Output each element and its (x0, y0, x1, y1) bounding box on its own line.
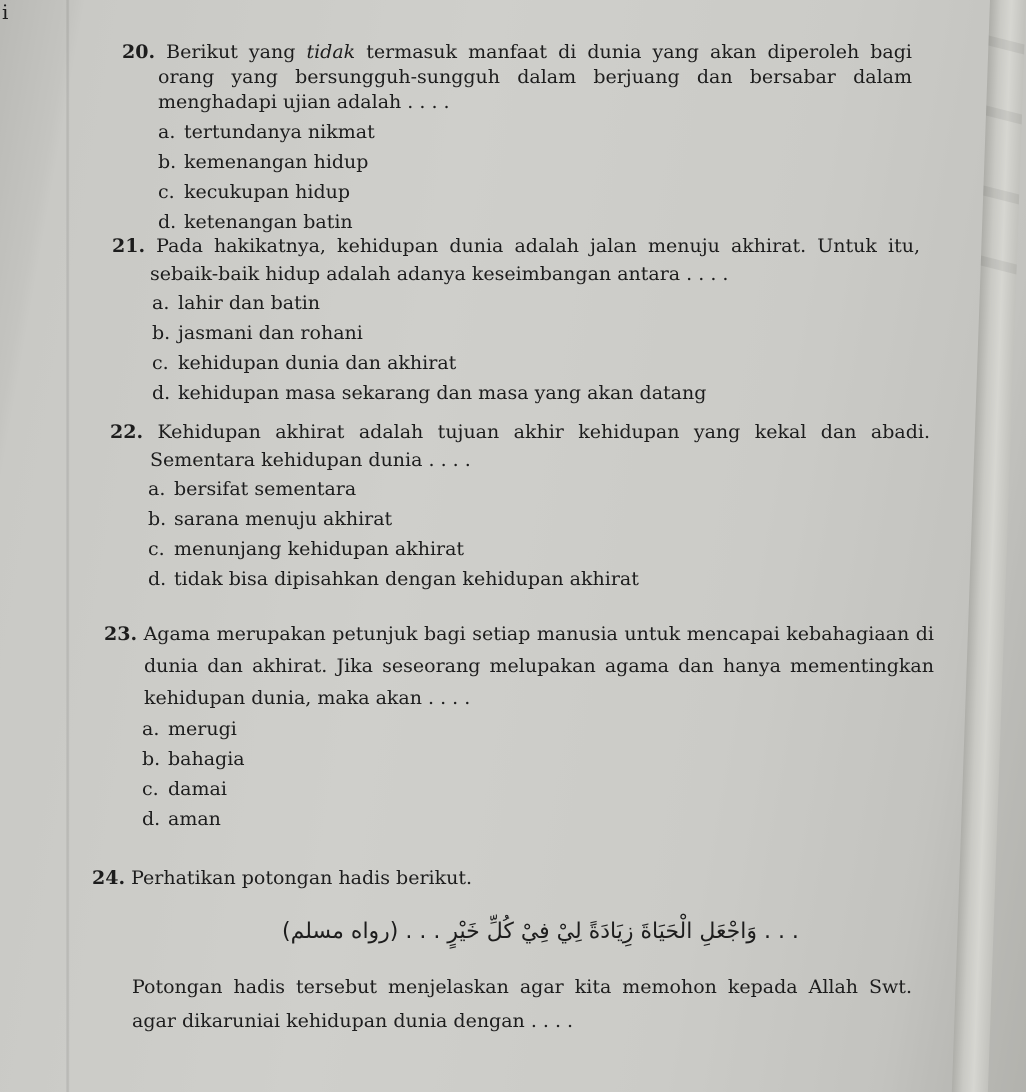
option-list (104, 714, 934, 834)
option-letter: c. (152, 352, 169, 374)
question-stem (112, 232, 920, 288)
option-a[interactable] (142, 714, 934, 744)
option-b[interactable] (148, 504, 930, 534)
option-letter: a. (152, 292, 170, 314)
option-text: tertundanya nikmat (184, 121, 375, 143)
question-22 (110, 418, 930, 594)
question-number: 23. (104, 623, 138, 645)
question-21 (112, 232, 920, 408)
option-text: damai (168, 778, 227, 800)
option-list (110, 474, 930, 594)
option-b[interactable] (142, 744, 934, 774)
option-letter: c. (148, 538, 165, 560)
option-letter: b. (158, 151, 177, 173)
option-list (122, 117, 912, 237)
option-text: jasmani dan rohani (178, 322, 363, 344)
question-number: 22. (110, 421, 144, 443)
option-d[interactable] (152, 378, 920, 408)
option-c[interactable] (142, 774, 934, 804)
option-d[interactable] (142, 804, 934, 834)
option-letter: b. (142, 748, 161, 770)
option-text: tidak bisa dipisahkan dengan kehidupan akhirat (174, 568, 639, 590)
question-20 (122, 40, 912, 237)
option-text: bersifat sementara (174, 478, 357, 500)
option-letter: d. (142, 808, 161, 830)
question-text: Kehidupan akhirat adalah tujuan akhir kehidupan yang kekal dan abadi. Sementara kehidupan dunia . . . . (150, 421, 931, 471)
option-c[interactable] (148, 534, 930, 564)
page-fold-shadow (66, 0, 70, 1092)
question-stem (92, 864, 972, 892)
option-text: menunjang kehidupan akhirat (174, 538, 465, 560)
option-d[interactable] (148, 564, 930, 594)
option-letter: b. (152, 322, 171, 344)
question-text: Berikut yang tidak termasuk manfaat di dunia yang akan diperoleh bagi orang yang bersungguh-sungguh dalam berjuang dan bersabar dalam menghadapi ujian adalah . . . . (158, 41, 912, 113)
question-text: Perhatikan potongan hadis berikut. (131, 867, 473, 889)
option-text: merugi (168, 718, 237, 740)
option-letter: c. (158, 181, 175, 203)
option-c[interactable] (152, 348, 920, 378)
option-text: sarana menuju akhirat (174, 508, 393, 530)
question-number: 20. (122, 41, 156, 63)
question-23 (104, 618, 934, 834)
option-b[interactable] (158, 147, 912, 177)
question-number: 24. (92, 867, 126, 889)
option-text: lahir dan batin (178, 292, 321, 314)
hadith-arabic-text: . . . وَاجْعَلِ الْحَيَاةَ زِيَادَةً لِيْ فِيْ كُلِّ خَيْرٍ . . . (رواه مسلم) (282, 919, 799, 944)
question-stem (122, 40, 912, 115)
option-text: ketenangan batin (184, 211, 353, 233)
question-number: 21. (112, 235, 146, 257)
question-24 (92, 864, 972, 1038)
option-letter: b. (148, 508, 167, 530)
option-letter: d. (148, 568, 167, 590)
option-letter: a. (148, 478, 166, 500)
option-text: kehidupan masa sekarang dan masa yang akan datang (178, 382, 707, 404)
option-b[interactable] (152, 318, 920, 348)
option-list (112, 288, 920, 408)
option-text: kehidupan dunia dan akhirat (178, 352, 457, 374)
option-text: kemenangan hidup (184, 151, 369, 173)
option-letter: d. (152, 382, 171, 404)
emphasis-text: tidak (306, 41, 356, 63)
option-letter: a. (142, 718, 160, 740)
question-stem (110, 418, 930, 474)
question-stem (104, 618, 934, 714)
option-a[interactable] (158, 117, 912, 147)
question-text: Agama merupakan petunjuk bagi setiap manusia untuk mencapai kebahagiaan di dunia dan akhirat. Jika seseorang melupakan agama dan hanya mementingkan kehidupan dunia, maka akan . . . . (143, 623, 934, 709)
option-letter: a. (158, 121, 176, 143)
question-text: Pada hakikatnya, kehidupan dunia adalah jalan menuju akhirat. Untuk itu, sebaik-baik hidup adalah adanya keseimbangan antara . . . . (150, 235, 920, 285)
option-a[interactable] (148, 474, 930, 504)
option-text: bahagia (168, 748, 245, 770)
option-a[interactable] (152, 288, 920, 318)
option-letter: d. (158, 211, 177, 233)
stray-glyph: i (2, 0, 9, 24)
question-follow-up: Potongan hadis tersebut menjelaskan agar kita memohon kepada Allah Swt. agar dikaruniai kehidupan dunia dengan . . . . (132, 976, 912, 1032)
option-letter: c. (142, 778, 159, 800)
option-text: aman (168, 808, 221, 830)
option-text: kecukupan hidup (184, 181, 351, 203)
option-c[interactable] (158, 177, 912, 207)
